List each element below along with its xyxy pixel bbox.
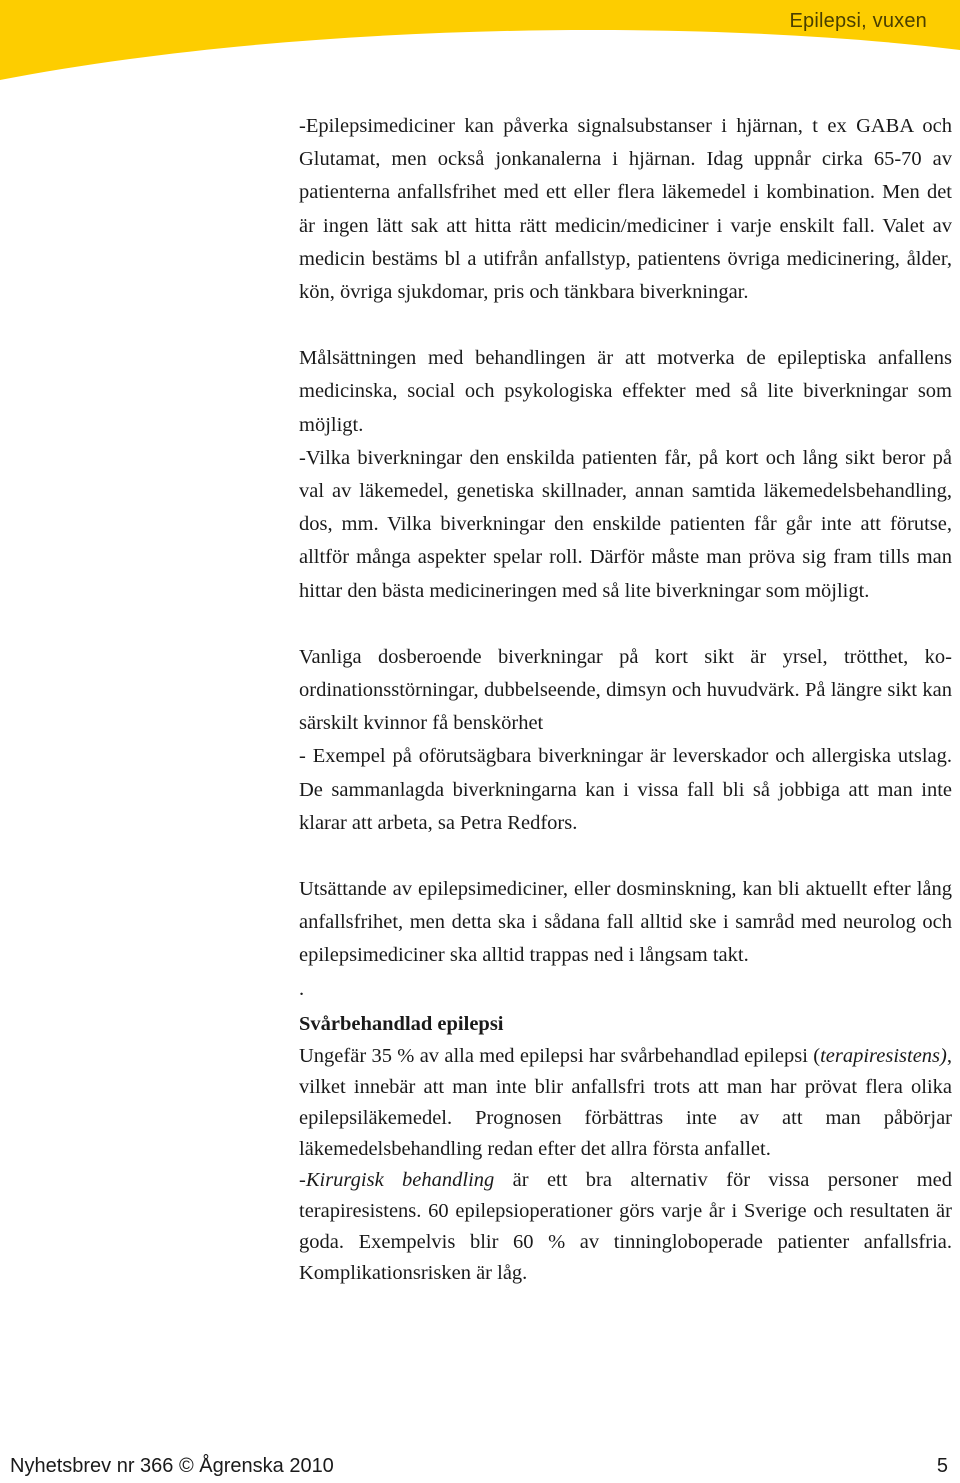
page-number: 5	[936, 1455, 948, 1477]
paragraph: Utsättande av epilepsimediciner, eller dosminskning, kan bli aktuellt efter lång anfallsfrihet, men detta ska i sådana fall alltid ske i samråd med neurolog och epilepsimediciner ska alltid trappas ned i långsam takt.	[299, 878, 952, 967]
paragraph: Vanliga dosberoende biverkningar på kort sikt är yrsel, trötthet, koordinationsstörningar, dubbelseende, dimsyn och huvudvärk. På längre sikt kan särskilt kvinnor få benskörhet	[299, 645, 952, 735]
italic-term: -Kirurgisk behandling	[299, 1169, 495, 1192]
article-body	[299, 110, 952, 1289]
header-title: Epilepsi, vuxen	[789, 10, 927, 32]
paragraph: -Vilka biverkningar den enskilda patienten får, på kort och lång sikt beror på val av läkemedel, genetiska skillnader, annan samtida läkemedelsbehandling, dos, mm. Vilka biverkningar den enskilde patienten får går inte att förutse, alltför många aspekter spelar roll. Därför måste man pröva sig fram tills man hittar den bästa medicineringen med så lite biverkningar som möjligt.	[299, 446, 952, 602]
section-heading: Svårbehandlad epilepsi	[299, 1012, 504, 1035]
paragraph: Målsättningen med behandlingen är att motverka de epileptiska anfallens medicinska, social och psykologiska effekter med så lite biverkningar som möjligt.	[299, 347, 952, 436]
italic-term: terapiresistens)	[820, 1045, 947, 1068]
paragraph: -Epilepsimediciner kan påverka signalsubstanser i hjärnan, t ex GABA och Glutamat, men också jonkanalerna i hjärnan. Idag uppnår cirka 65-70 av patienterna anfallsfrihet med ett eller flera läkemedel i kombination. Men det är ingen lätt sak att hitta rätt medicin/mediciner i varje enskilt fall. Valet av medicin bestäms bl a utifrån anfallstyp, patientens övriga medicinering, ålder, kön, övriga sjukdomar, pris och tänkbara biverkningar.	[299, 115, 952, 304]
paragraph: -Kirurgisk behandling är ett bra alternativ för vissa personer med terapiresistens. 60 epilepsioperationer görs varje år i Sverige och resultaten är goda. Exempelvis blir 60 % av tinningloboperade patienter anfallsfria. Komplikationsrisken är låg.	[299, 1169, 952, 1285]
paragraph: Ungefär 35 % av alla med epilepsi har svårbehandlad epilepsi (terapiresistens), vilket innebär att man inte blir anfallsfri trots att man har prövat flera olika epilepsiläkemedel. Prognosen förbättras inte av att man påbörjar läkemedelsbehandling redan efter det allra första anfallet.	[299, 1045, 952, 1161]
paragraph: - Exempel på oförutsägbara biverkningar är leverskador och allergiska utslag. De sammanlagda biverkningarna kan i vissa fall bli så jobbiga att man inte klarar att arbeta, sa Petra Redfors.	[299, 745, 952, 834]
footer-publication: Nyhetsbrev nr 366 © Ågrenska 2010	[10, 1455, 334, 1477]
dot-line: .	[299, 977, 305, 1000]
